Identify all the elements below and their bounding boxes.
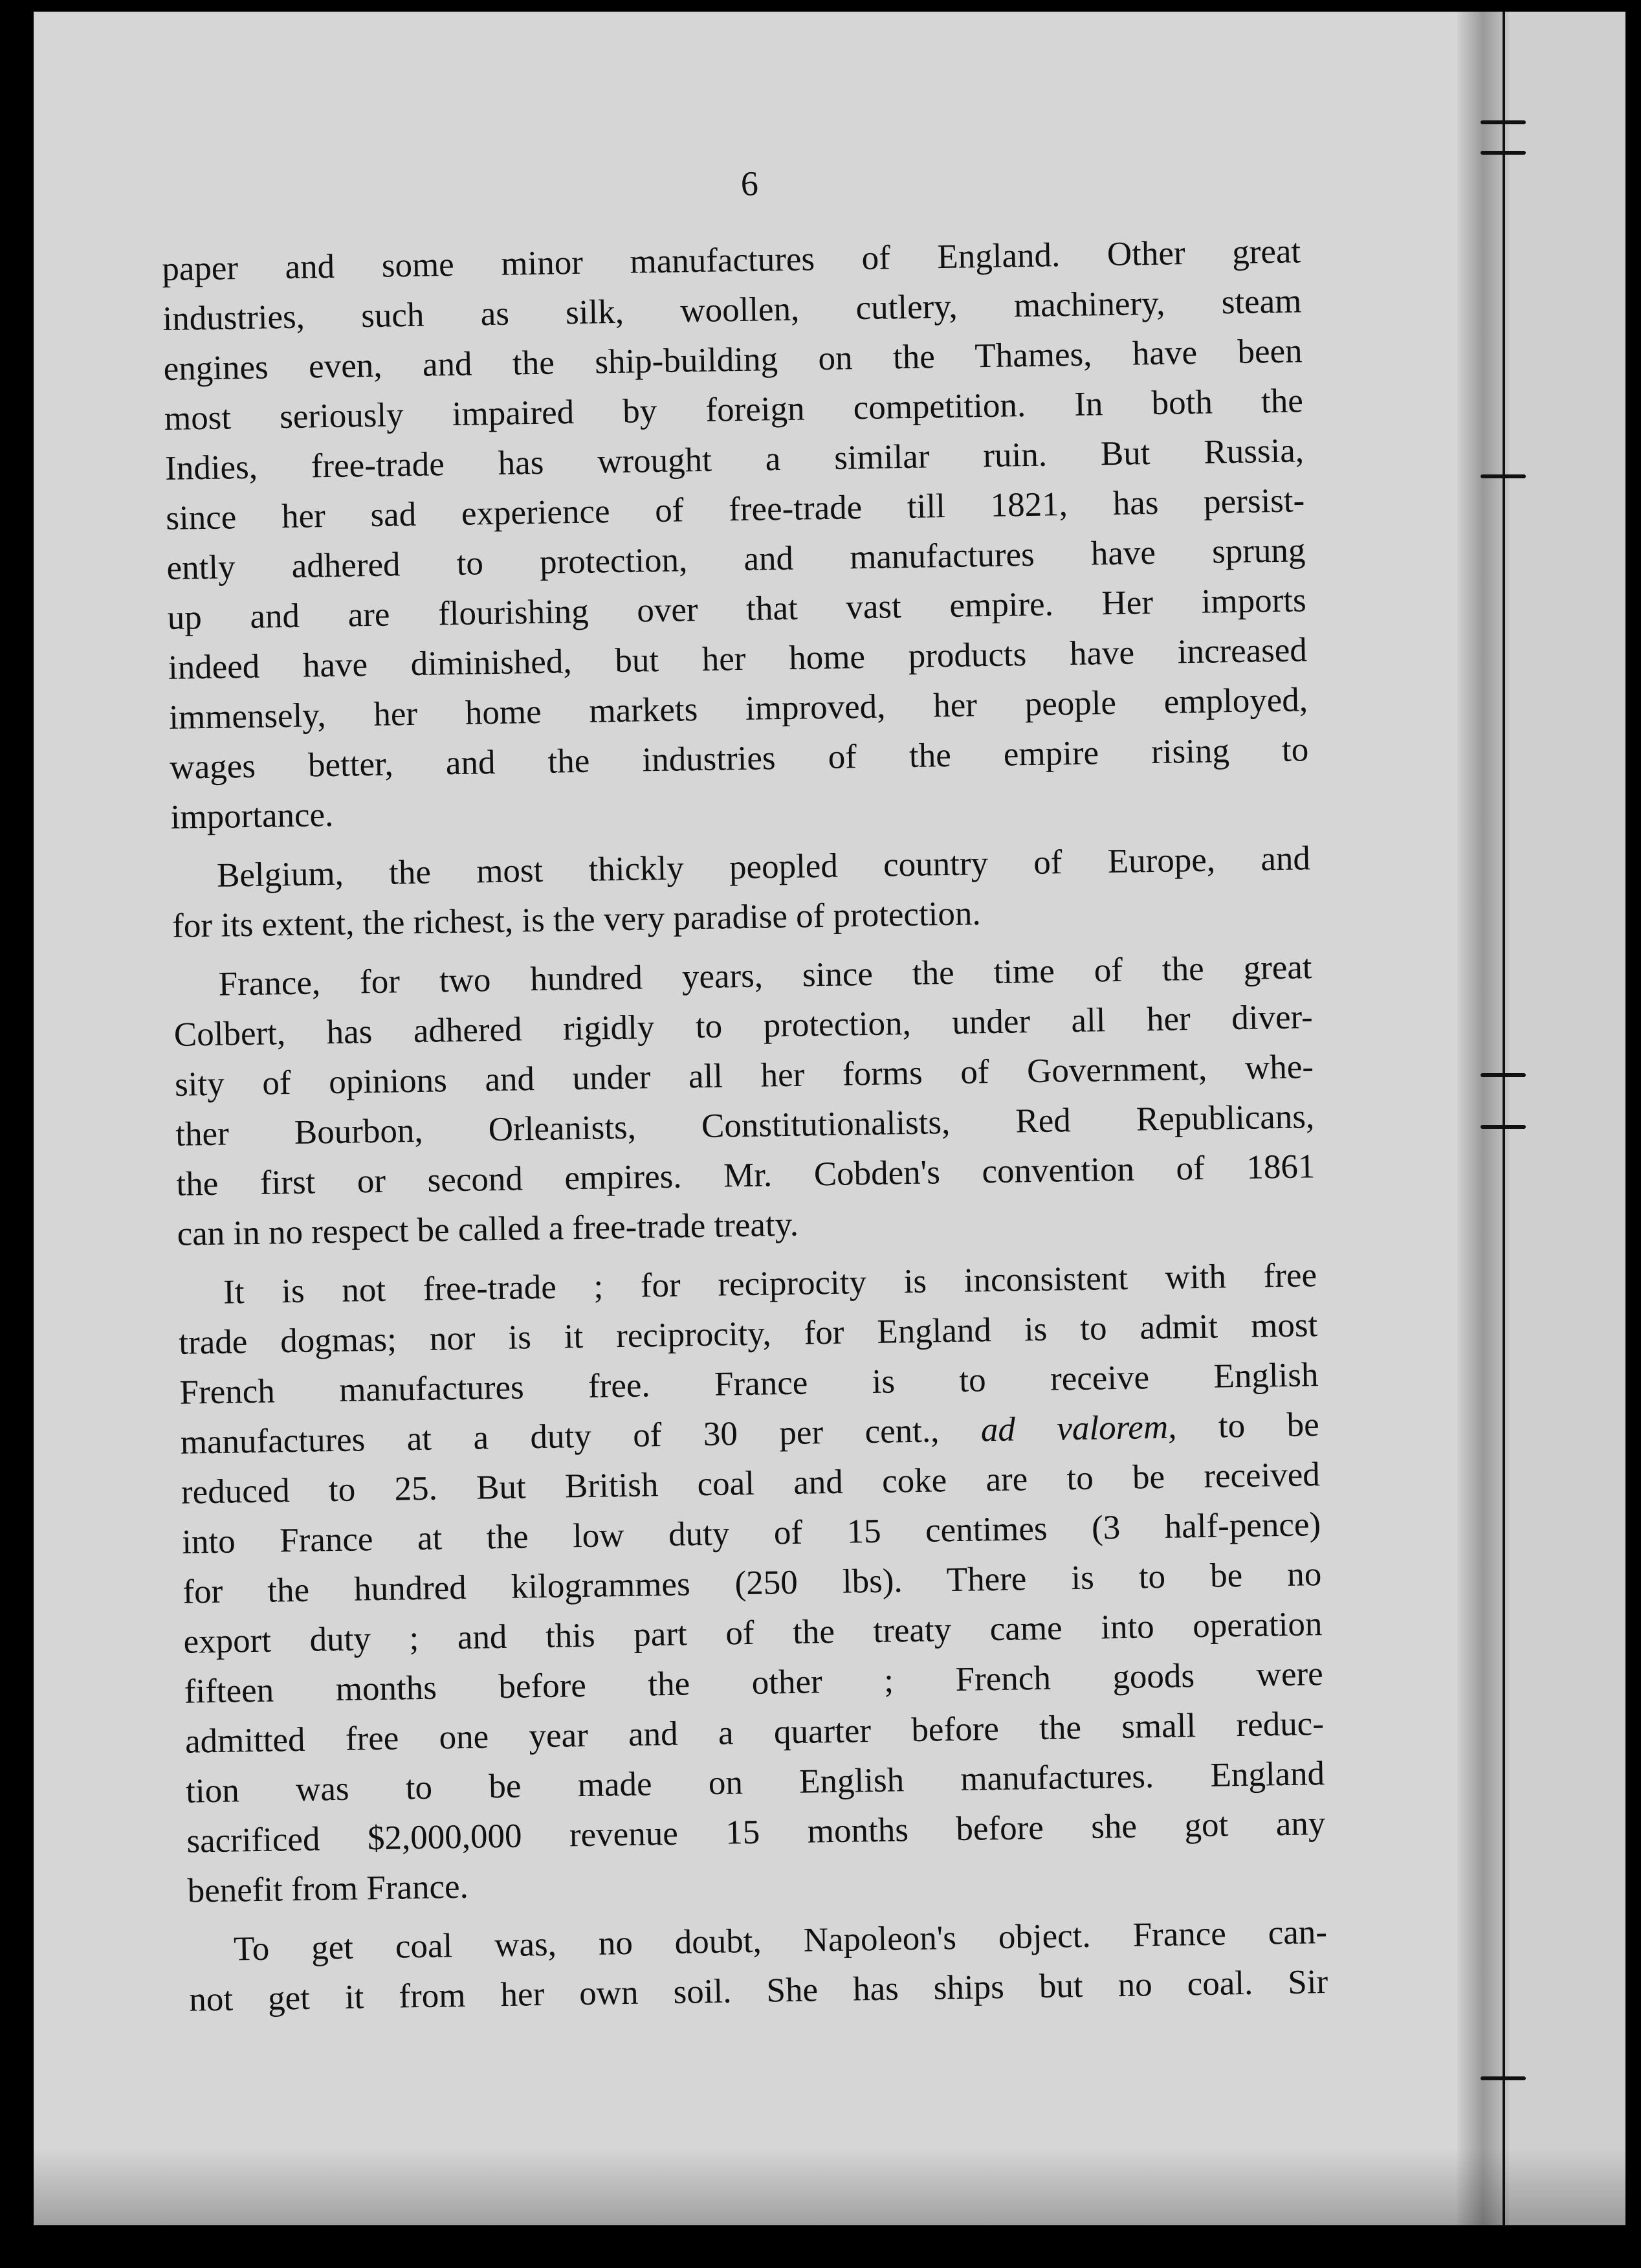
text-line: tion was to be made on English manufactures. England — [185, 1755, 1325, 1810]
text-line: export duty ; and this part of the treaty came into operation — [183, 1605, 1323, 1661]
text-line: paper and some minor manufactures of England. Other great — [161, 232, 1301, 288]
facing-page-strip — [1509, 12, 1625, 2225]
text-line: most seriously impaired by foreign competition. In both the — [164, 382, 1304, 438]
binding-mark — [1481, 1073, 1526, 1077]
binding-line — [1503, 12, 1505, 2225]
text-line: not get it from her own soil. She has ships but no coal. Sir — [188, 1963, 1328, 2019]
text-line: Colbert, has adhered rigidly to protection, under all her diver- — [173, 998, 1314, 1054]
binding-mark — [1481, 474, 1526, 478]
text-line: benefit from France. — [187, 1867, 469, 1910]
text-line: sity of opinions and under all her forms of Government, whe- — [174, 1048, 1314, 1104]
paragraph — [162, 227, 1310, 843]
binding-mark — [1481, 1125, 1526, 1129]
text-line: ently adhered to protection, and manufactures have sprung — [166, 531, 1306, 587]
text-line: since her sad experience of free-trade till 1821, has persist- — [165, 482, 1305, 537]
text-line: sacrificed $2,000,000 revenue 15 months before she got any — [186, 1805, 1326, 1860]
text-line: the first or second empires. Mr. Cobden's convention of 1861 — [176, 1148, 1316, 1203]
text-line: engines even, and the ship-building on the Thames, have been — [163, 332, 1303, 388]
text-line: can in no respect be called a free-trade treaty. — [177, 1205, 799, 1253]
binding-mark — [1481, 151, 1526, 155]
text-segment: to be — [1176, 1406, 1320, 1446]
text-line: trade dogmas; nor is it reciprocity, for England is to admit most — [178, 1306, 1318, 1362]
text-line: It is not free-trade ; for reciprocity is inconsistent with free — [223, 1256, 1317, 1311]
bottom-shadow — [34, 2148, 1625, 2225]
binding-mark — [1481, 2076, 1526, 2080]
text-line: Belgium, the most thickly peopled country of Europe, and — [216, 839, 1311, 895]
text-line: importance. — [170, 795, 334, 836]
paragraph — [188, 1907, 1328, 2025]
text-line: French manufactures free. France is to receive English — [179, 1356, 1319, 1412]
paper-sheet — [34, 12, 1625, 2225]
text-line: admitted free one year and a quarter before the small reduc- — [184, 1705, 1325, 1761]
text-line: ther Bourbon, Orleanists, Constitutionalists, Red Republicans, — [175, 1098, 1315, 1153]
text-line: wages better, and the industries of the empire rising to — [169, 731, 1309, 786]
paragraph — [173, 942, 1316, 1260]
body-text — [160, 155, 1328, 2025]
text-line: industries, such as silk, woollen, cutlery, machinery, steam — [162, 282, 1302, 338]
page-fold-shadow — [1457, 12, 1509, 2225]
text-line: France, for two hundred years, since the time of the great — [218, 948, 1312, 1003]
paragraph — [178, 1251, 1327, 1917]
text-line: up and are flourishing over that vast empire. Her imports — [167, 581, 1307, 637]
text-line: indeed have diminished, but her home products have increased — [168, 631, 1308, 687]
text-line: reduced to 25. But British coal and coke are to be received — [181, 1456, 1321, 1511]
text-line: for the hundred kilogrammes (250 lbs). There is to be no — [182, 1555, 1322, 1611]
text-segment: manufactures at a duty of 30 per cent., — [180, 1412, 940, 1462]
text-line: into France at the low duty of 15 centimes (3 half-pence) — [181, 1506, 1321, 1561]
text-line: fifteen months before the other ; French goods were — [184, 1655, 1324, 1711]
text-line: immensely, her home markets improved, her people employed, — [168, 681, 1308, 737]
paragraph — [171, 834, 1311, 951]
text-line: To get coal was, no doubt, Napoleon's object. France can- — [233, 1913, 1328, 1968]
text-line: Indies, free-trade has wrought a similar ruin. But Russia, — [164, 432, 1305, 487]
text-line: for its extent, the richest, is the very paradise of protection. — [171, 895, 982, 945]
italic-phrase: ad valorem, — [980, 1408, 1177, 1449]
binding-mark — [1481, 120, 1526, 124]
page-number: 6 — [740, 164, 759, 203]
